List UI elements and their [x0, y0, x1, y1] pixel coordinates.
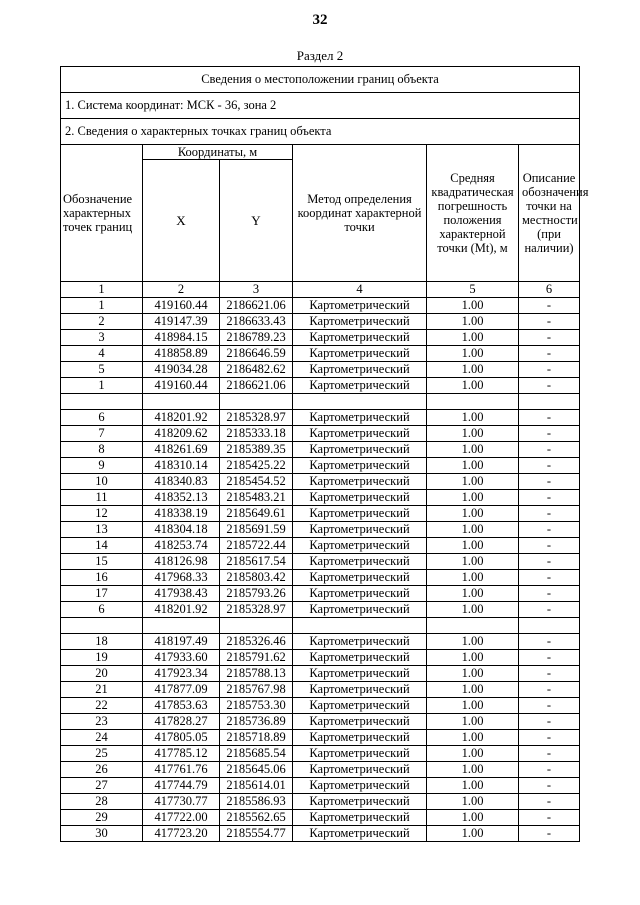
description-cell: - — [519, 826, 580, 842]
x-coordinate-cell: 418261.69 — [143, 442, 220, 458]
separator-row — [61, 618, 580, 634]
error-cell: 1.00 — [427, 746, 519, 762]
table-row — [61, 794, 580, 810]
point-number-cell: 19 — [61, 650, 143, 666]
point-number-cell: 3 — [61, 330, 143, 346]
table-row — [61, 330, 580, 346]
point-number-cell: 2 — [61, 314, 143, 330]
y-coordinate-cell: 2186621.06 — [220, 298, 293, 314]
method-cell: Картометрический — [293, 810, 427, 826]
description-cell: - — [519, 746, 580, 762]
error-cell: 1.00 — [427, 570, 519, 586]
point-number-cell: 6 — [61, 602, 143, 618]
method-cell: Картометрический — [293, 330, 427, 346]
table-row — [61, 538, 580, 554]
point-number-cell: 4 — [61, 346, 143, 362]
point-number-cell: 10 — [61, 474, 143, 490]
point-number-cell: 8 — [61, 442, 143, 458]
column-number: 5 — [427, 282, 519, 298]
method-cell: Картометрический — [293, 522, 427, 538]
description-cell: - — [519, 378, 580, 394]
error-cell: 1.00 — [427, 650, 519, 666]
y-coordinate-cell: 2186621.06 — [220, 378, 293, 394]
table-title: Сведения о местоположении границ объекта — [61, 67, 580, 93]
point-number-cell: 20 — [61, 666, 143, 682]
error-cell: 1.00 — [427, 314, 519, 330]
method-cell: Картометрический — [293, 378, 427, 394]
description-cell: - — [519, 714, 580, 730]
method-cell: Картометрический — [293, 586, 427, 602]
method-cell: Картометрический — [293, 682, 427, 698]
point-number-cell: 18 — [61, 634, 143, 650]
description-cell: - — [519, 666, 580, 682]
x-coordinate-cell: 417805.05 — [143, 730, 220, 746]
error-cell: 1.00 — [427, 698, 519, 714]
description-cell: - — [519, 442, 580, 458]
section-label: Раздел 2 — [296, 48, 344, 63]
method-cell: Картометрический — [293, 458, 427, 474]
boundary-points-table — [60, 66, 589, 842]
column-number: 3 — [220, 282, 293, 298]
error-cell: 1.00 — [427, 602, 519, 618]
error-cell: 1.00 — [427, 778, 519, 794]
y-coordinate-cell: 2185554.77 — [220, 826, 293, 842]
y-coordinate-cell: 2185791.62 — [220, 650, 293, 666]
table-row — [61, 506, 580, 522]
point-number-cell: 15 — [61, 554, 143, 570]
y-coordinate-cell: 2185328.97 — [220, 410, 293, 426]
method-cell: Картометрический — [293, 298, 427, 314]
description-cell: - — [519, 362, 580, 378]
table-row — [61, 650, 580, 666]
header-coordinates: Координаты, м — [143, 145, 293, 160]
table-row — [61, 762, 580, 778]
x-coordinate-cell: 418253.74 — [143, 538, 220, 554]
description-cell: - — [519, 586, 580, 602]
separator-row — [61, 394, 580, 410]
description-cell: - — [519, 698, 580, 714]
error-cell: 1.00 — [427, 682, 519, 698]
y-coordinate-cell: 2185803.42 — [220, 570, 293, 586]
error-cell — [427, 394, 519, 410]
error-cell: 1.00 — [427, 666, 519, 682]
y-coordinate-cell: 2185333.18 — [220, 426, 293, 442]
x-coordinate-cell: 418338.19 — [143, 506, 220, 522]
x-coordinate-cell: 417877.09 — [143, 682, 220, 698]
table-row — [61, 490, 580, 506]
method-cell: Картометрический — [293, 602, 427, 618]
header-point: Обозначение характерных точек границ — [61, 145, 143, 282]
method-cell: Картометрический — [293, 794, 427, 810]
point-number-cell: 24 — [61, 730, 143, 746]
table-row — [61, 698, 580, 714]
column-number: 2 — [143, 282, 220, 298]
point-number-cell: 29 — [61, 810, 143, 826]
error-cell: 1.00 — [427, 458, 519, 474]
point-number-cell: 26 — [61, 762, 143, 778]
table-row — [61, 362, 580, 378]
description-cell: - — [519, 506, 580, 522]
y-coordinate-cell: 2185328.97 — [220, 602, 293, 618]
y-coordinate-cell: 2185454.52 — [220, 474, 293, 490]
point-number-cell: 13 — [61, 522, 143, 538]
x-coordinate-cell: 417933.60 — [143, 650, 220, 666]
y-coordinate-cell: 2185722.44 — [220, 538, 293, 554]
table-row — [61, 426, 580, 442]
x-coordinate-cell: 418201.92 — [143, 410, 220, 426]
point-number-cell: 27 — [61, 778, 143, 794]
header-y: Y — [220, 160, 293, 282]
x-coordinate-cell: 418340.83 — [143, 474, 220, 490]
y-coordinate-cell: 2185753.30 — [220, 698, 293, 714]
point-number-cell — [61, 394, 143, 410]
description-cell — [519, 394, 580, 410]
method-cell: Картометрический — [293, 634, 427, 650]
method-cell: Картометрический — [293, 650, 427, 666]
point-number-cell: 30 — [61, 826, 143, 842]
error-cell: 1.00 — [427, 826, 519, 842]
x-coordinate-cell — [143, 394, 220, 410]
y-coordinate-cell: 2186482.62 — [220, 362, 293, 378]
description-cell: - — [519, 730, 580, 746]
x-coordinate-cell: 418352.13 — [143, 490, 220, 506]
table-row — [61, 586, 580, 602]
error-cell: 1.00 — [427, 762, 519, 778]
table-row — [61, 314, 580, 330]
y-coordinate-cell: 2185425.22 — [220, 458, 293, 474]
method-cell — [293, 394, 427, 410]
error-cell: 1.00 — [427, 730, 519, 746]
error-cell: 1.00 — [427, 442, 519, 458]
description-cell: - — [519, 314, 580, 330]
table-row — [61, 666, 580, 682]
error-cell: 1.00 — [427, 298, 519, 314]
x-coordinate-cell: 418858.89 — [143, 346, 220, 362]
method-cell: Картометрический — [293, 778, 427, 794]
point-number-cell: 9 — [61, 458, 143, 474]
method-cell: Картометрический — [293, 714, 427, 730]
header-x: X — [143, 160, 220, 282]
x-coordinate-cell: 417730.77 — [143, 794, 220, 810]
method-cell: Картометрический — [293, 570, 427, 586]
page-number: 32 — [312, 12, 328, 28]
table-row — [61, 554, 580, 570]
table-row — [61, 458, 580, 474]
description-cell: - — [519, 346, 580, 362]
error-cell: 1.00 — [427, 490, 519, 506]
x-coordinate-cell: 417723.20 — [143, 826, 220, 842]
table-row — [61, 522, 580, 538]
coordinate-system-line: 1. Система координат: МСК - 36, зона 2 — [61, 93, 580, 119]
error-cell: 1.00 — [427, 378, 519, 394]
method-cell: Картометрический — [293, 666, 427, 682]
y-coordinate-cell: 2185562.65 — [220, 810, 293, 826]
description-cell: - — [519, 794, 580, 810]
x-coordinate-cell: 417744.79 — [143, 778, 220, 794]
method-cell: Картометрический — [293, 826, 427, 842]
y-coordinate-cell: 2185614.01 — [220, 778, 293, 794]
x-coordinate-cell: 417853.63 — [143, 698, 220, 714]
x-coordinate-cell: 418984.15 — [143, 330, 220, 346]
table-row — [61, 730, 580, 746]
description-cell: - — [519, 426, 580, 442]
method-cell: Картометрический — [293, 746, 427, 762]
error-cell: 1.00 — [427, 634, 519, 650]
description-cell: - — [519, 538, 580, 554]
table-row — [61, 634, 580, 650]
y-coordinate-cell: 2185617.54 — [220, 554, 293, 570]
point-number-cell: 17 — [61, 586, 143, 602]
x-coordinate-cell: 417938.43 — [143, 586, 220, 602]
description-cell — [519, 618, 580, 634]
x-coordinate-cell: 417722.00 — [143, 810, 220, 826]
point-number-cell: 12 — [61, 506, 143, 522]
x-coordinate-cell: 417761.76 — [143, 762, 220, 778]
table-row — [61, 682, 580, 698]
x-coordinate-cell: 419160.44 — [143, 378, 220, 394]
error-cell: 1.00 — [427, 714, 519, 730]
method-cell: Картометрический — [293, 698, 427, 714]
method-cell: Картометрический — [293, 762, 427, 778]
description-cell: - — [519, 602, 580, 618]
y-coordinate-cell: 2185685.54 — [220, 746, 293, 762]
method-cell — [293, 618, 427, 634]
point-number-cell: 7 — [61, 426, 143, 442]
description-cell: - — [519, 762, 580, 778]
y-coordinate-cell: 2185767.98 — [220, 682, 293, 698]
table-row — [61, 346, 580, 362]
point-number-cell: 5 — [61, 362, 143, 378]
x-coordinate-cell: 419034.28 — [143, 362, 220, 378]
x-coordinate-cell: 417828.27 — [143, 714, 220, 730]
description-cell: - — [519, 570, 580, 586]
description-cell: - — [519, 810, 580, 826]
method-cell: Картометрический — [293, 314, 427, 330]
method-cell: Картометрический — [293, 442, 427, 458]
point-number-cell — [61, 618, 143, 634]
method-cell: Картометрический — [293, 426, 427, 442]
description-cell: - — [519, 474, 580, 490]
table-row — [61, 410, 580, 426]
error-cell: 1.00 — [427, 506, 519, 522]
description-cell: - — [519, 458, 580, 474]
description-cell: - — [519, 330, 580, 346]
y-coordinate-cell — [220, 618, 293, 634]
point-number-cell: 28 — [61, 794, 143, 810]
table-row — [61, 298, 580, 314]
method-cell: Картометрический — [293, 490, 427, 506]
error-cell: 1.00 — [427, 362, 519, 378]
point-number-cell: 1 — [61, 298, 143, 314]
y-coordinate-cell: 2185586.93 — [220, 794, 293, 810]
method-cell: Картометрический — [293, 554, 427, 570]
y-coordinate-cell: 2185645.06 — [220, 762, 293, 778]
table-row — [61, 570, 580, 586]
x-coordinate-cell: 418197.49 — [143, 634, 220, 650]
table-row — [61, 810, 580, 826]
y-coordinate-cell: 2185691.59 — [220, 522, 293, 538]
y-coordinate-cell: 2185718.89 — [220, 730, 293, 746]
description-cell: - — [519, 298, 580, 314]
description-cell: - — [519, 650, 580, 666]
y-coordinate-cell: 2185793.26 — [220, 586, 293, 602]
column-number: 6 — [519, 282, 580, 298]
point-number-cell: 23 — [61, 714, 143, 730]
error-cell — [427, 618, 519, 634]
x-coordinate-cell: 418304.18 — [143, 522, 220, 538]
error-cell: 1.00 — [427, 410, 519, 426]
point-number-cell: 25 — [61, 746, 143, 762]
point-number-cell: 6 — [61, 410, 143, 426]
y-coordinate-cell: 2185389.35 — [220, 442, 293, 458]
error-cell: 1.00 — [427, 522, 519, 538]
y-coordinate-cell: 2185326.46 — [220, 634, 293, 650]
method-cell: Картометрический — [293, 346, 427, 362]
table-row — [61, 378, 580, 394]
error-cell: 1.00 — [427, 586, 519, 602]
description-cell: - — [519, 554, 580, 570]
error-cell: 1.00 — [427, 794, 519, 810]
y-coordinate-cell — [220, 394, 293, 410]
x-coordinate-cell: 418209.62 — [143, 426, 220, 442]
error-cell: 1.00 — [427, 810, 519, 826]
column-number: 4 — [293, 282, 427, 298]
description-cell: - — [519, 778, 580, 794]
error-cell: 1.00 — [427, 426, 519, 442]
table-row — [61, 442, 580, 458]
point-number-cell: 1 — [61, 378, 143, 394]
x-coordinate-cell: 417785.12 — [143, 746, 220, 762]
error-cell: 1.00 — [427, 538, 519, 554]
table-row — [61, 826, 580, 842]
x-coordinate-cell: 419147.39 — [143, 314, 220, 330]
header-method: Метод определения координат характерной точки — [293, 145, 427, 282]
points-info-line: 2. Сведения о характерных точках границ объекта — [61, 119, 580, 145]
method-cell: Картометрический — [293, 538, 427, 554]
description-cell: - — [519, 410, 580, 426]
method-cell: Картометрический — [293, 410, 427, 426]
point-number-cell: 11 — [61, 490, 143, 506]
description-cell: - — [519, 634, 580, 650]
x-coordinate-cell: 417923.34 — [143, 666, 220, 682]
table-row — [61, 746, 580, 762]
x-coordinate-cell: 419160.44 — [143, 298, 220, 314]
error-cell: 1.00 — [427, 474, 519, 490]
table-row — [61, 474, 580, 490]
y-coordinate-cell: 2185788.13 — [220, 666, 293, 682]
description-cell: - — [519, 490, 580, 506]
table-row — [61, 602, 580, 618]
method-cell: Картометрический — [293, 730, 427, 746]
error-cell: 1.00 — [427, 346, 519, 362]
header-error: Средняя квадратическая погрешность положения характерной точки (Mt), м — [427, 145, 519, 282]
table-row — [61, 714, 580, 730]
point-number-cell: 21 — [61, 682, 143, 698]
column-number: 1 — [61, 282, 143, 298]
y-coordinate-cell: 2185483.21 — [220, 490, 293, 506]
y-coordinate-cell: 2186789.23 — [220, 330, 293, 346]
x-coordinate-cell: 417968.33 — [143, 570, 220, 586]
header-description: Описание обозначения точки на местности (при наличии) — [519, 145, 580, 282]
x-coordinate-cell: 418201.92 — [143, 602, 220, 618]
point-number-cell: 16 — [61, 570, 143, 586]
y-coordinate-cell: 2186646.59 — [220, 346, 293, 362]
method-cell: Картометрический — [293, 362, 427, 378]
error-cell: 1.00 — [427, 554, 519, 570]
table-row — [61, 778, 580, 794]
method-cell: Картометрический — [293, 506, 427, 522]
description-cell: - — [519, 682, 580, 698]
description-cell: - — [519, 522, 580, 538]
method-cell: Картометрический — [293, 474, 427, 490]
x-coordinate-cell: 418310.14 — [143, 458, 220, 474]
point-number-cell: 14 — [61, 538, 143, 554]
x-coordinate-cell: 418126.98 — [143, 554, 220, 570]
error-cell: 1.00 — [427, 330, 519, 346]
y-coordinate-cell: 2185736.89 — [220, 714, 293, 730]
y-coordinate-cell: 2186633.43 — [220, 314, 293, 330]
point-number-cell: 22 — [61, 698, 143, 714]
x-coordinate-cell — [143, 618, 220, 634]
y-coordinate-cell: 2185649.61 — [220, 506, 293, 522]
